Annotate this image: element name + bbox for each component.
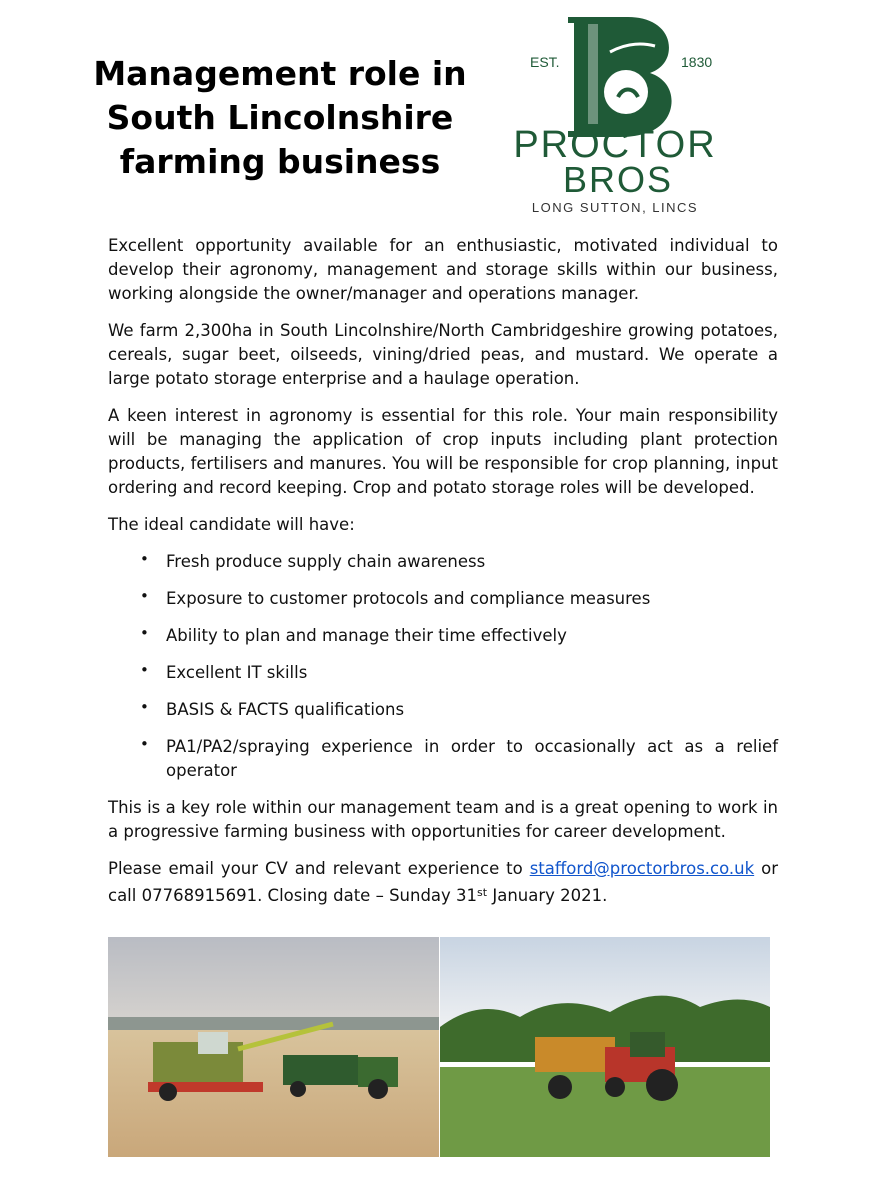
farm-paragraph: We farm 2,300ha in South Lincolnshire/North Cambridgeshire growing potatoes, cereals, sugar beet, oilseeds, vining/dried peas, and mustard. We operate a large potato storage enterprise and a haulage operation. <box>108 321 778 388</box>
combine-harvester-photo <box>108 937 439 1157</box>
contact-text: Please email your CV and relevant experience to <box>108 859 530 878</box>
svg-text:PROCTOR: PROCTOR <box>513 124 717 166</box>
tractor-spreader-photo <box>440 937 770 1157</box>
page-title <box>90 52 470 184</box>
proctor-bros-logo <box>478 12 753 217</box>
responsibility-paragraph: A keen interest in agronomy is essential for this role. Your main responsibility will be managing the application of crop inputs including plant protection products, fertilisers and manures. You will be responsible for crop planning, input ordering and record keeping. Crop and potato storage roles will be developed. <box>108 406 778 497</box>
email-link[interactable]: stafford@proctorbros.co.uk <box>529 859 755 878</box>
list-item: • PA1/PA2/spraying experience in order to occasionally act as a relief operator <box>108 735 778 783</box>
requirements-list <box>108 550 778 783</box>
date-suffix: st <box>477 886 488 899</box>
contact-text: or call 07768915691. Closing date – Sunday 31 <box>108 859 778 905</box>
list-item: • Excellent IT skills <box>108 661 778 685</box>
svg-text:LONG SUTTON, LINCS: LONG SUTTON, LINCS <box>531 200 699 215</box>
contact-text: January 2021. <box>487 886 608 905</box>
contact-paragraph <box>108 857 778 908</box>
job-description <box>108 234 778 921</box>
intro-paragraph: Excellent opportunity available for an enthusiastic, motivated individual to develop their agronomy, management and storage skills within our business, working alongside the owner/manager and operations manager. <box>108 236 778 303</box>
svg-text:BROS: BROS <box>562 159 674 200</box>
list-item: • Exposure to customer protocols and compliance measures <box>108 587 778 611</box>
candidate-intro: The ideal candidate will have: <box>108 515 355 534</box>
title-line: farming business <box>119 142 441 181</box>
closing-paragraph: This is a key role within our management team and is a great opening to work in a progressive farming business with opportunities for career development. <box>108 798 778 841</box>
title-line: South Lincolnshire <box>106 98 454 137</box>
title-line: Management role in <box>93 54 467 93</box>
list-item: • BASIS & FACTS qualifications <box>108 698 778 722</box>
list-item: • Fresh produce supply chain awareness <box>108 550 778 574</box>
svg-text:1830: 1830 <box>681 54 713 70</box>
list-item: • Ability to plan and manage their time effectively <box>108 624 778 648</box>
svg-text:EST.: EST. <box>530 54 560 70</box>
